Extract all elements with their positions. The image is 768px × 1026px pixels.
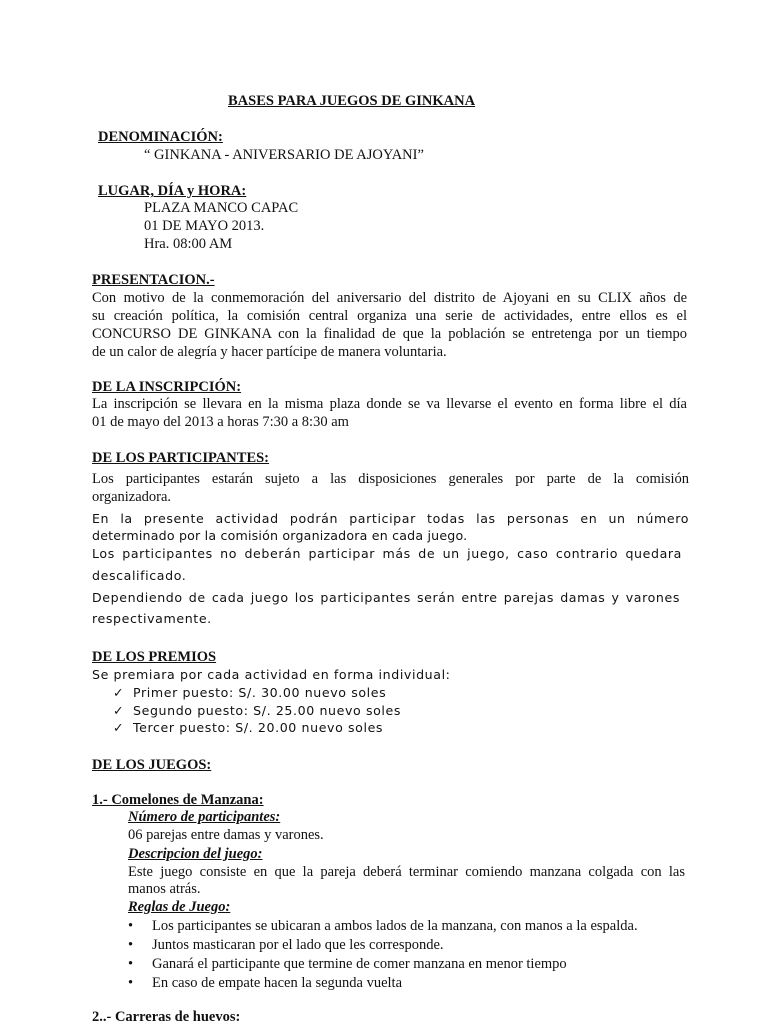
- premio-item: [113, 702, 401, 720]
- inscripcion-heading: DE LA INSCRIPCIÓN:: [92, 379, 242, 395]
- premio-item: [113, 684, 386, 702]
- presentacion-line: de un calor de alegría y hacer partícipe de manera voluntaria.: [92, 344, 447, 360]
- participantes-line: Los participantes no deberán participar más de un juego, caso contrario quedara: [92, 546, 682, 561]
- participantes-heading: DE LOS PARTICIPANTES:: [92, 450, 270, 466]
- page-title: BASES PARA JUEGOS DE GINKANA: [228, 93, 476, 109]
- rule-text: Ganará el participante que termine de comer manzana en menor tiempo: [152, 956, 567, 972]
- game1-desc-line: manos atrás.: [128, 881, 201, 897]
- bullet-icon: •: [128, 956, 134, 972]
- game2-title: 2..- Carreras de huevos:: [92, 1009, 241, 1025]
- juegos-heading: DE LOS JUEGOS:: [92, 757, 212, 773]
- premio-item: [113, 719, 383, 737]
- game1-desc-label: Descripcion del juego:: [128, 846, 263, 862]
- premio-label: Primer puesto: S/. 30.00 nuevo soles: [133, 685, 387, 700]
- lugar-line: 01 DE MAYO 2013.: [144, 218, 265, 234]
- premio-label: Segundo puesto: S/. 25.00 nuevo soles: [133, 703, 402, 718]
- game1-num-label: Número de participantes:: [128, 809, 281, 825]
- premio-label: Tercer puesto: S/. 20.00 nuevo soles: [133, 720, 384, 735]
- bullet-icon: •: [128, 918, 134, 934]
- presentacion-line: Con motivo de la conmemoración del aniversario del distrito de Ajoyani en su CLIX años de: [92, 290, 687, 306]
- game1-num-text: 06 parejas entre damas y varones.: [128, 827, 324, 843]
- premios-intro: Se premiara por cada actividad en forma individual:: [92, 667, 451, 682]
- inscripcion-line: 01 de mayo del 2013 a horas 7:30 a 8:30 am: [92, 414, 349, 430]
- check-icon: ✓: [113, 685, 125, 700]
- presentacion-line: su creación política, la comisión central organiza una serie de actividades, entre ellos es el: [92, 308, 687, 324]
- game1-rules-label: Reglas de Juego:: [128, 899, 231, 915]
- lugar-line: PLAZA MANCO CAPAC: [144, 200, 299, 216]
- inscripcion-line: La inscripción se llevara en la misma plaza donde se va llevarse el evento en forma libre el día: [92, 396, 687, 412]
- participantes-line: descalificado.: [92, 568, 187, 583]
- presentacion-heading: PRESENTACION.-: [92, 272, 215, 288]
- rule-text: Juntos masticaran por el lado que les corresponde.: [152, 937, 444, 953]
- bullet-icon: •: [128, 937, 134, 953]
- presentacion-line: CONCURSO DE GINKANA con la finalidad de que la población se entretenga por un tiempo: [92, 326, 687, 342]
- rule-text: En caso de empate hacen la segunda vuelta: [152, 975, 403, 991]
- game1-desc-line: Este juego consiste en que la pareja deberá terminar comiendo manzana colgada con las: [128, 864, 685, 880]
- participantes-line: Dependiendo de cada juego los participantes serán entre parejas damas y varones: [92, 590, 680, 605]
- premios-heading: DE LOS PREMIOS: [92, 649, 217, 665]
- lugar-line: Hra. 08:00 AM: [144, 236, 233, 252]
- participantes-line: respectivamente.: [92, 611, 212, 626]
- participantes-line: En la presente actividad podrán participar todas las personas en un número: [92, 511, 689, 526]
- check-icon: ✓: [113, 703, 125, 718]
- rule-text: Los participantes se ubicaran a ambos lados de la manzana, con manos a la espalda.: [152, 918, 638, 934]
- denominacion-heading: DENOMINACIÓN:: [98, 129, 223, 145]
- participantes-line: Los participantes estarán sujeto a las disposiciones generales por parte de la comisión: [92, 471, 689, 487]
- participantes-line: organizadora.: [92, 489, 172, 505]
- denominacion-text: “ GINKANA - ANIVERSARIO DE AJOYANI”: [144, 147, 424, 163]
- participantes-line: determinado por la comisión organizadora en cada juego.: [92, 528, 468, 543]
- lugar-heading: LUGAR, DÍA y HORA:: [98, 183, 247, 199]
- check-icon: ✓: [113, 720, 125, 735]
- bullet-icon: •: [128, 975, 134, 991]
- game1-title: 1.- Comelones de Manzana:: [92, 792, 264, 808]
